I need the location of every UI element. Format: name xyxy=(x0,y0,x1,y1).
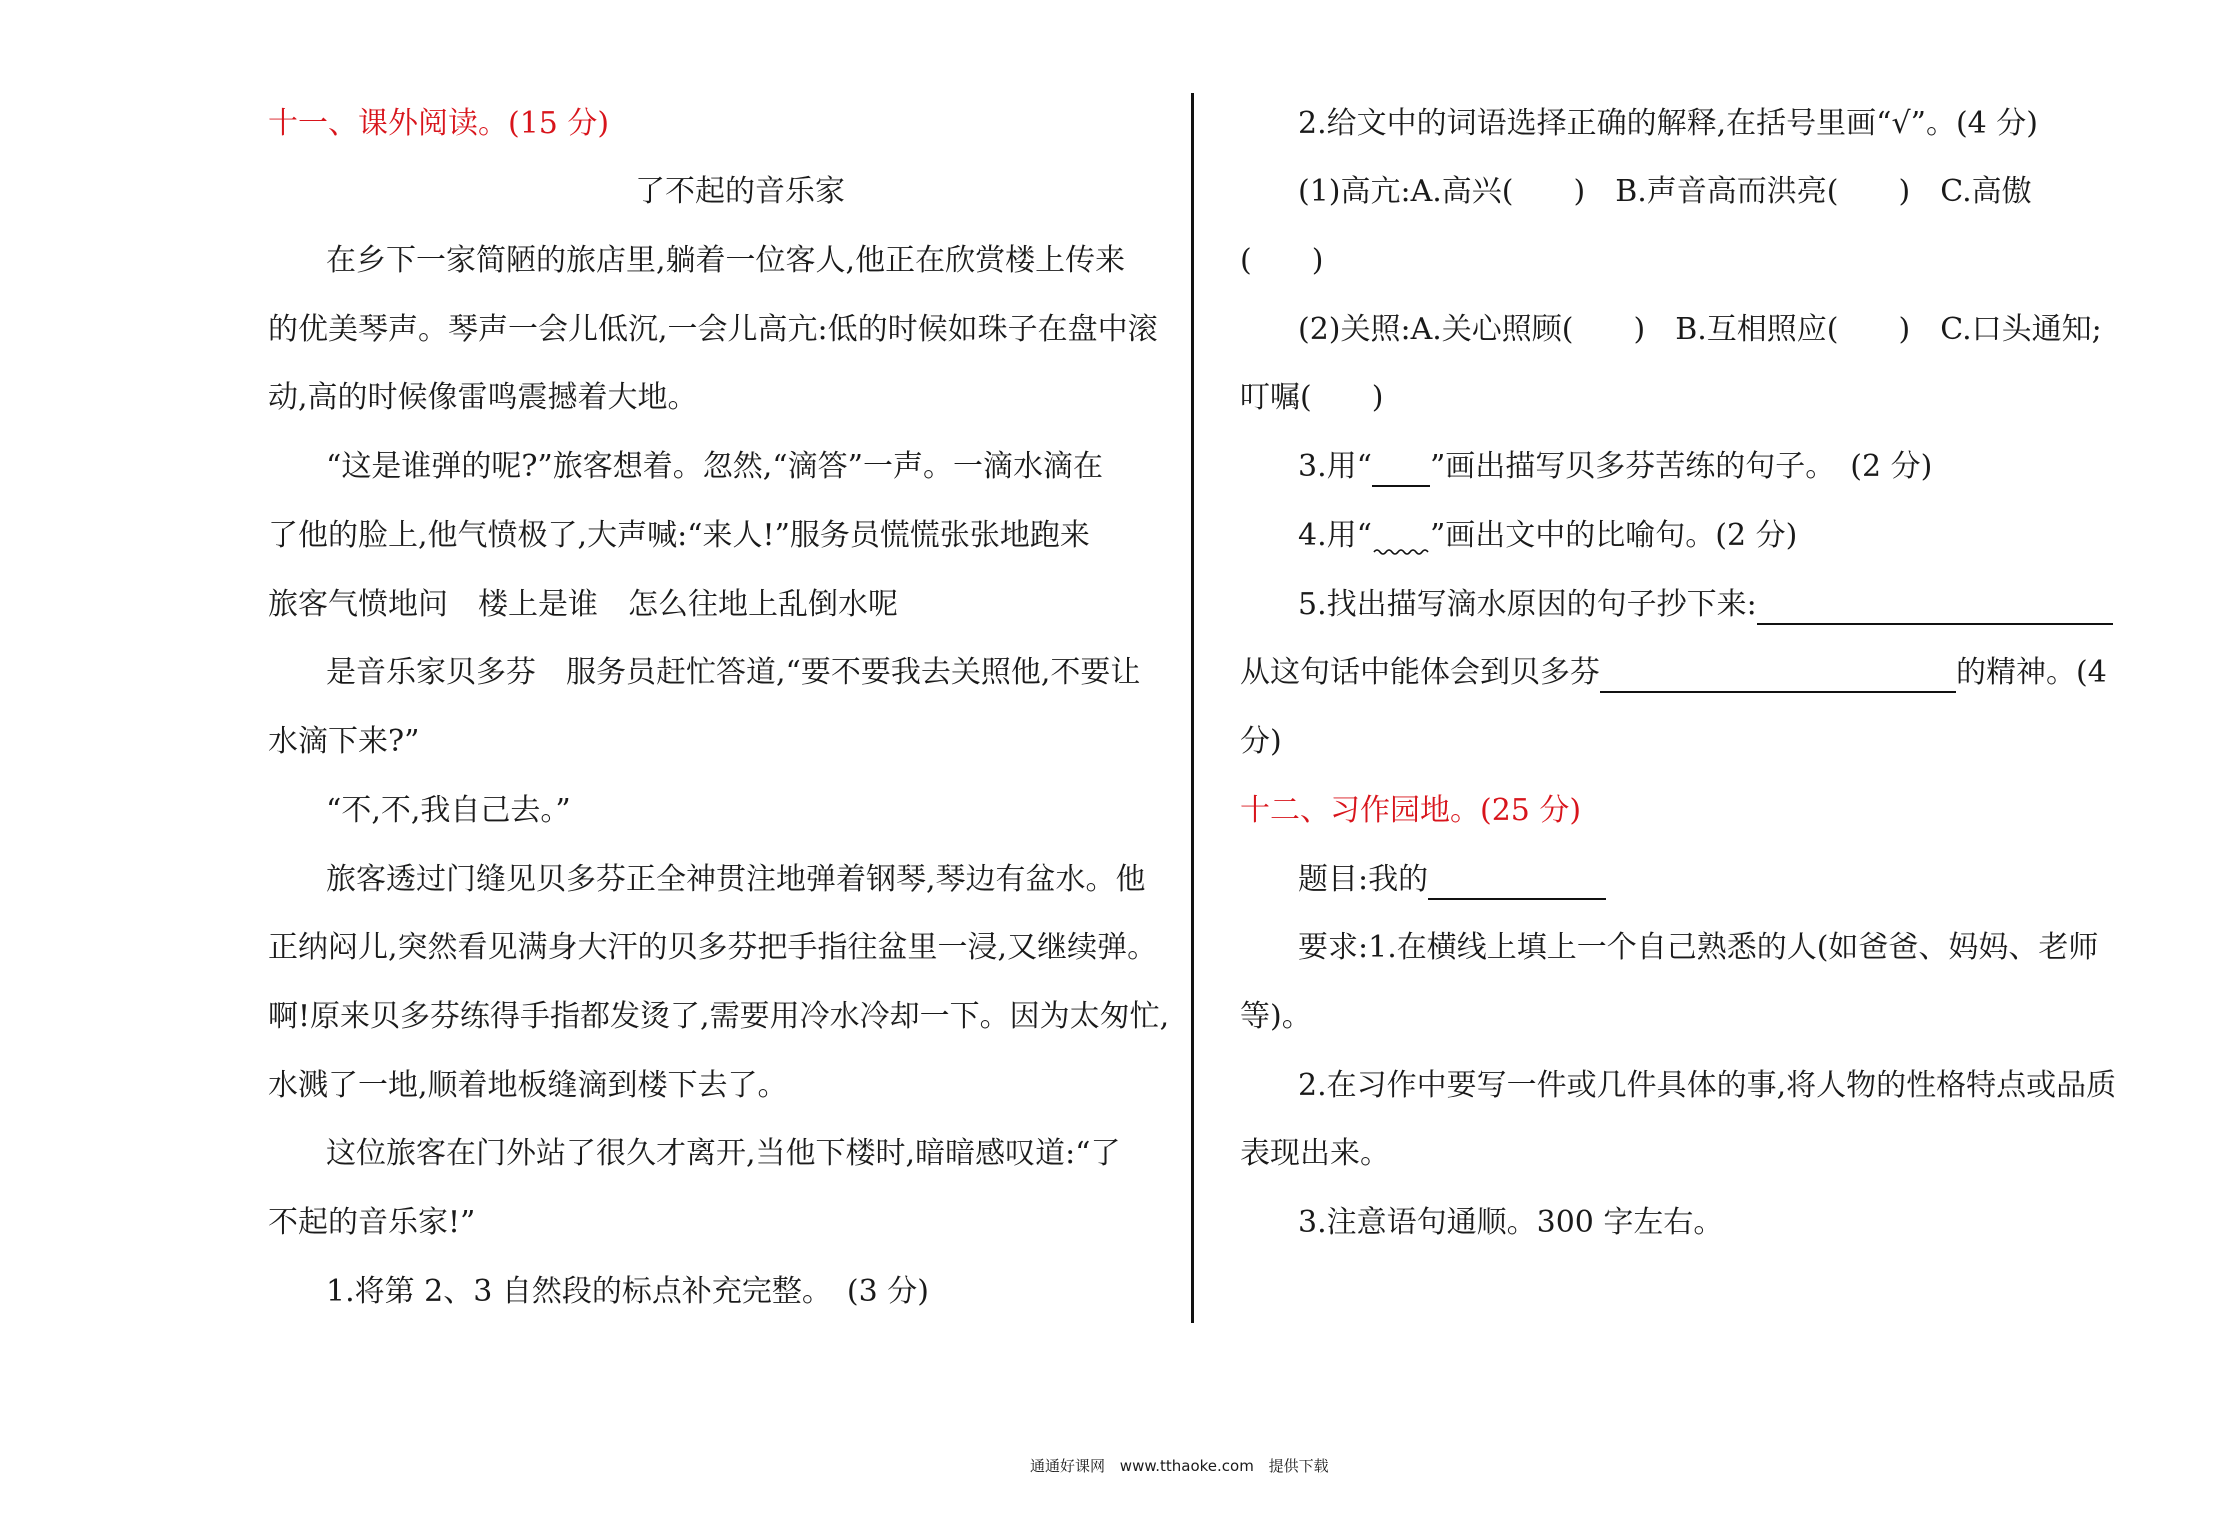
question-2-1: (1)高亢:A.高兴( ) B.声音高而洪亮( ) C.高傲 xyxy=(1298,174,2032,209)
passage-line: 正纳闷儿,突然看见满身大汗的贝多芬把手指往盆里一浸,又继续弹。 xyxy=(268,930,1158,965)
passage-line: 是音乐家贝多芬 服务员赶忙答道,“要不要我去关照他,不要让 xyxy=(326,655,1141,690)
question-5-cont-end: 分) xyxy=(1240,724,1282,759)
passage-line: 啊!原来贝多芬练得手指都发烫了,需要用冷水冷却一下。因为太匆忙, xyxy=(268,999,1170,1034)
passage-line: 旅客透过门缝见贝多芬正全神贯注地弹着钢琴,琴边有盆水。他 xyxy=(326,862,1146,897)
question-5-cont xyxy=(1240,653,2107,693)
passage-title: 了不起的音乐家 xyxy=(635,174,845,209)
passage-line: 在乡下一家简陋的旅店里,躺着一位客人,他正在欣赏楼上传来 xyxy=(326,243,1126,278)
answer-blank-sentence[interactable] xyxy=(1757,593,2113,625)
question-4-suffix: ”画出文中的比喻句。(2 分) xyxy=(1429,518,1798,553)
section-title-reading: 十一、课外阅读。(15 分) xyxy=(268,106,610,141)
question-5-cont-prefix: 从这句话中能体会到贝多芬 xyxy=(1240,655,1600,690)
passage-line: 水滴下来?” xyxy=(268,724,420,759)
requirement-3: 3.注意语句通顺。300 字左右。 xyxy=(1298,1205,1724,1240)
requirement-2-cont: 表现出来。 xyxy=(1240,1136,1390,1171)
topic-blank[interactable] xyxy=(1428,868,1606,900)
question-3 xyxy=(1298,447,1932,487)
question-3-prefix: 3.用“ xyxy=(1298,449,1372,484)
passage-line: 了他的脸上,他气愤极了,大声喊:“来人!”服务员慌慌张张地跑来 xyxy=(268,518,1090,553)
question-4 xyxy=(1298,516,1797,556)
question-5 xyxy=(1298,585,2113,625)
passage-line: 的优美琴声。琴声一会儿低沉,一会儿高亢:低的时候如珠子在盘中滚 xyxy=(268,312,1158,347)
footer-note: 提供下载 xyxy=(1268,1457,1329,1475)
passage-line: 动,高的时候像雷鸣震撼着大地。 xyxy=(268,380,698,415)
passage-line: “这是谁弹的呢?”旅客想着。忽然,“滴答”一声。一滴水滴在 xyxy=(326,449,1103,484)
section-title-writing: 十二、习作园地。(25 分) xyxy=(1240,793,1582,828)
passage-line: 旅客气愤地问 楼上是谁 怎么往地上乱倒水呢 xyxy=(268,587,898,622)
question-1: 1.将第 2、3 自然段的标点补充完整。 (3 分) xyxy=(326,1274,929,1309)
question-5-text: 5.找出描写滴水原因的句子抄下来: xyxy=(1298,587,1757,622)
passage-line: 水溅了一地,顺着地板缝滴到楼下去了。 xyxy=(268,1068,788,1103)
requirement-1: 要求:1.在横线上填上一个自己熟悉的人(如爸爸、妈妈、老师 xyxy=(1298,930,2099,965)
answer-blank-spirit[interactable] xyxy=(1600,661,1956,693)
requirement-2: 2.在习作中要写一件或几件具体的事,将人物的性格特点或品质 xyxy=(1298,1068,2117,1103)
column-divider xyxy=(1191,93,1194,1323)
question-2-2-cont: 叮嘱( ) xyxy=(1240,380,1384,415)
question-2-title: 2.给文中的词语选择正确的解释,在括号里画“√”。(4 分) xyxy=(1298,106,2038,141)
question-2-1-cont: ( ) xyxy=(1240,243,1324,278)
question-4-prefix: 4.用“ xyxy=(1298,518,1372,553)
straight-underline-sample xyxy=(1372,459,1430,487)
footer-url[interactable]: www.tthaoke.com xyxy=(1119,1457,1254,1475)
writing-topic xyxy=(1298,860,1606,900)
requirement-1-cont: 等)。 xyxy=(1240,999,1312,1034)
passage-line: “不,不,我自己去。” xyxy=(326,793,571,828)
question-2-2: (2)关照:A.关心照顾( ) B.互相照应( ) C.口头通知; xyxy=(1298,312,2102,347)
question-3-suffix: ”画出描写贝多芬苦练的句子。 (2 分) xyxy=(1429,449,1933,484)
wavy-underline-sample xyxy=(1372,530,1430,556)
writing-topic-label: 题目:我的 xyxy=(1298,862,1429,897)
question-5-cont-suffix: 的精神。(4 xyxy=(1956,655,2107,690)
footer-site-name: 通通好课网 xyxy=(1030,1457,1106,1475)
passage-line: 这位旅客在门外站了很久才离开,当他下楼时,暗暗感叹道:“了 xyxy=(326,1136,1121,1171)
page-footer xyxy=(1030,1455,1339,1476)
passage-line: 不起的音乐家!” xyxy=(268,1205,476,1240)
